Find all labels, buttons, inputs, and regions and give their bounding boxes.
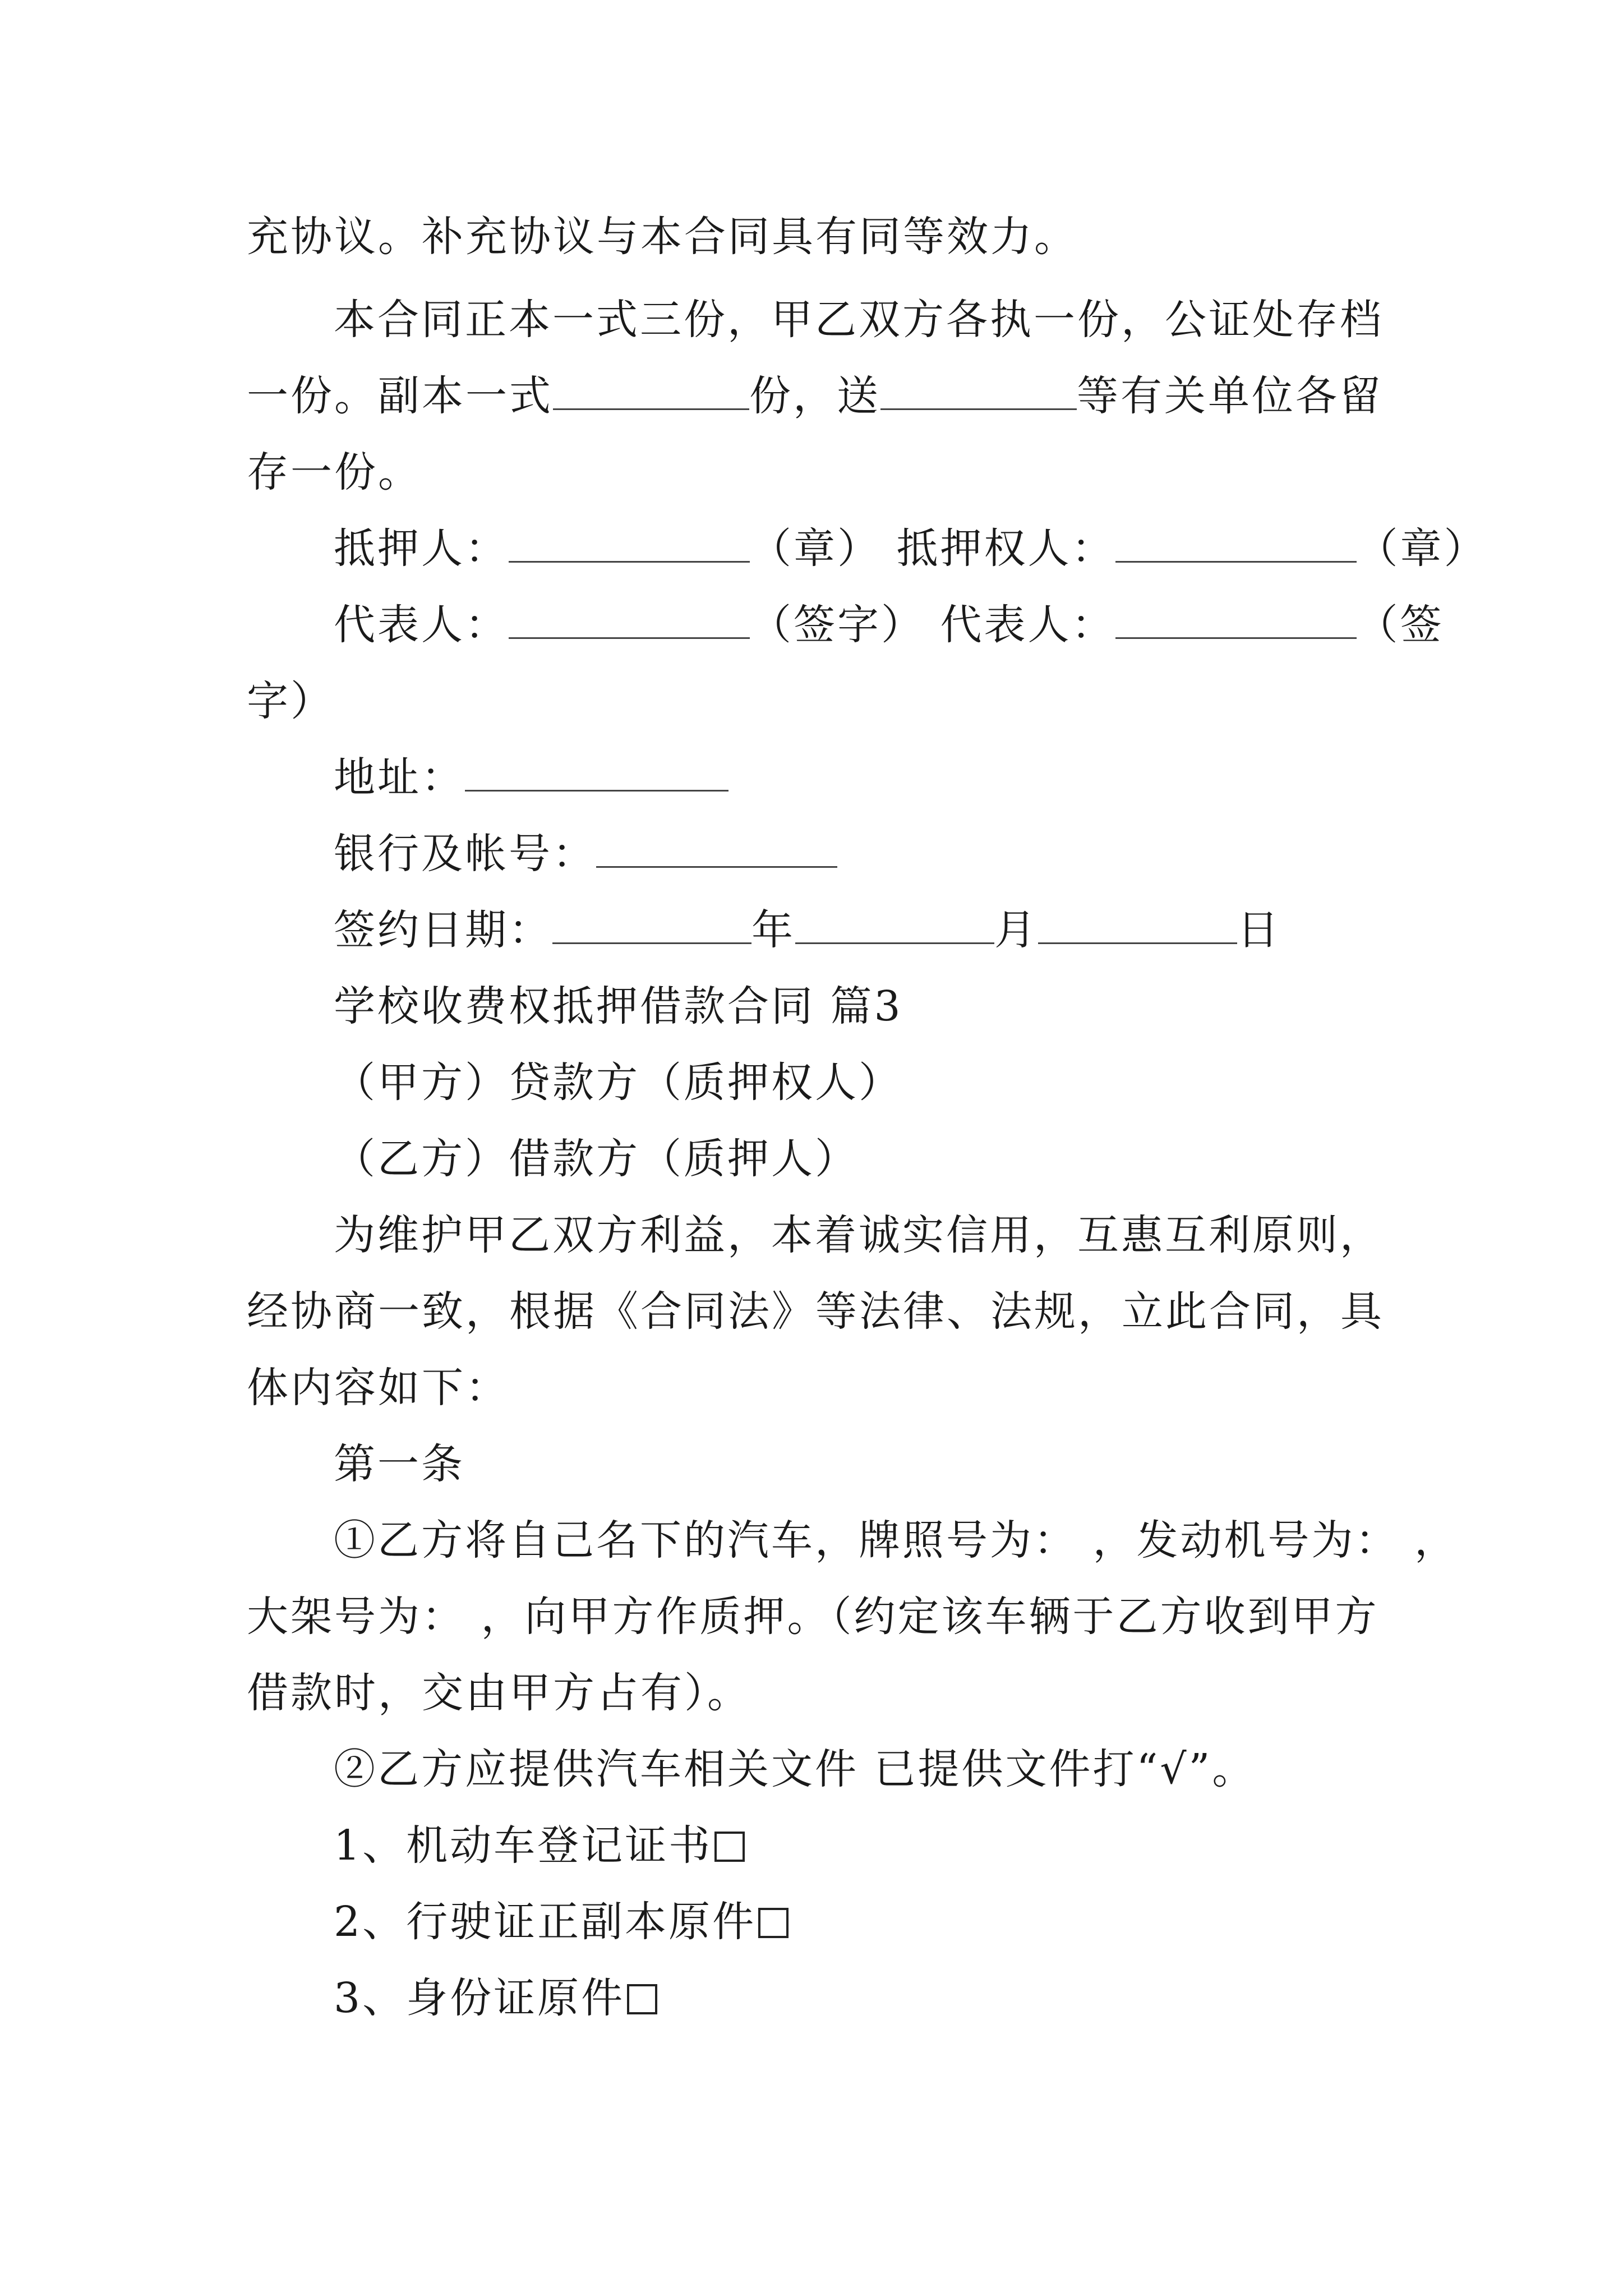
checklist-item bbox=[334, 1970, 657, 2026]
text-segment: 银行及帐号： bbox=[334, 830, 596, 878]
text-segment: 一份。副本一式 bbox=[247, 372, 553, 420]
text-line: （乙方）借款方（质押人） bbox=[334, 1135, 859, 1183]
blank-line bbox=[465, 749, 728, 792]
text-segment: 年 bbox=[751, 906, 795, 954]
text-segment: 抵押人： bbox=[334, 524, 509, 573]
checkbox[interactable] bbox=[714, 1832, 745, 1862]
checkbox[interactable] bbox=[758, 1908, 789, 1938]
text-line: ②乙方应提供汽车相关文件 已提供文件打“√”。 bbox=[334, 1745, 1256, 1793]
blank-line bbox=[596, 826, 837, 868]
text-line: 体内容如下： bbox=[247, 1364, 509, 1412]
text-line: ①乙方将自己名下的汽车，牌照号为： ，发动机号为： ， bbox=[334, 1516, 1459, 1565]
text-segment: （签字） 代表人： bbox=[750, 601, 1115, 649]
text-line: 存一份。 bbox=[247, 448, 422, 496]
text-line: 为维护甲乙双方利益，本着诚实信用，互惠互利原则， bbox=[334, 1211, 1384, 1259]
text-line bbox=[247, 368, 1383, 424]
blank-line bbox=[552, 902, 751, 944]
text-line: 经协商一致，根据《合同法》等法律、法规，立此合同，具 bbox=[247, 1287, 1384, 1336]
checklist-item bbox=[334, 1894, 789, 1950]
bank-account-line bbox=[334, 826, 837, 882]
text-segment: （章） bbox=[1356, 524, 1488, 573]
text-segment: 代表人： bbox=[334, 601, 509, 649]
text-segment: 地址： bbox=[334, 753, 465, 802]
article-heading: 第一条 bbox=[334, 1440, 465, 1488]
signature-line-rep bbox=[334, 597, 1444, 653]
text-segment: 月 bbox=[994, 906, 1038, 954]
blank-line bbox=[1115, 521, 1357, 563]
text-line: 充协议。补充协议与本合同具有同等效力。 bbox=[247, 213, 1078, 261]
section-heading: 学校收费权抵押借款合同 篇3 bbox=[334, 982, 903, 1030]
text-segment: （章） 抵押权人： bbox=[750, 524, 1115, 573]
address-line bbox=[334, 749, 728, 806]
text-segment: 日 bbox=[1237, 906, 1281, 954]
text-segment: 等有关单位各留 bbox=[1077, 372, 1383, 420]
blank-line bbox=[553, 368, 749, 410]
blank-line bbox=[1038, 902, 1237, 944]
text-line: 大架号为： ，向甲方作质押。（约定该车辆于乙方收到甲方 bbox=[247, 1593, 1379, 1641]
text-segment: 签约日期： bbox=[334, 906, 552, 954]
blank-line bbox=[509, 597, 750, 639]
blank-line bbox=[509, 521, 750, 563]
checkbox[interactable] bbox=[627, 1984, 657, 2014]
text-line: 字） bbox=[247, 677, 334, 725]
checklist-label: 2、行驶证正副本原件 bbox=[334, 1898, 757, 1946]
blank-line bbox=[795, 902, 994, 944]
text-line: 借款时，交由甲方占有）。 bbox=[247, 1669, 751, 1717]
sign-date-line bbox=[334, 902, 1281, 958]
text-segment: 份，送 bbox=[749, 372, 880, 420]
text-segment: （签 bbox=[1356, 601, 1444, 649]
signature-line-stamp bbox=[334, 521, 1488, 577]
blank-line bbox=[1115, 597, 1357, 639]
checklist-label: 3、身份证原件 bbox=[334, 1974, 625, 2022]
blank-line bbox=[880, 368, 1077, 410]
text-line: （甲方）贷款方（质押权人） bbox=[334, 1059, 902, 1107]
text-line: 本合同正本一式三份，甲乙双方各执一份，公证处存档 bbox=[334, 296, 1384, 344]
checklist-item bbox=[334, 1818, 745, 1874]
checklist-label: 1、机动车登记证书 bbox=[334, 1821, 713, 1870]
